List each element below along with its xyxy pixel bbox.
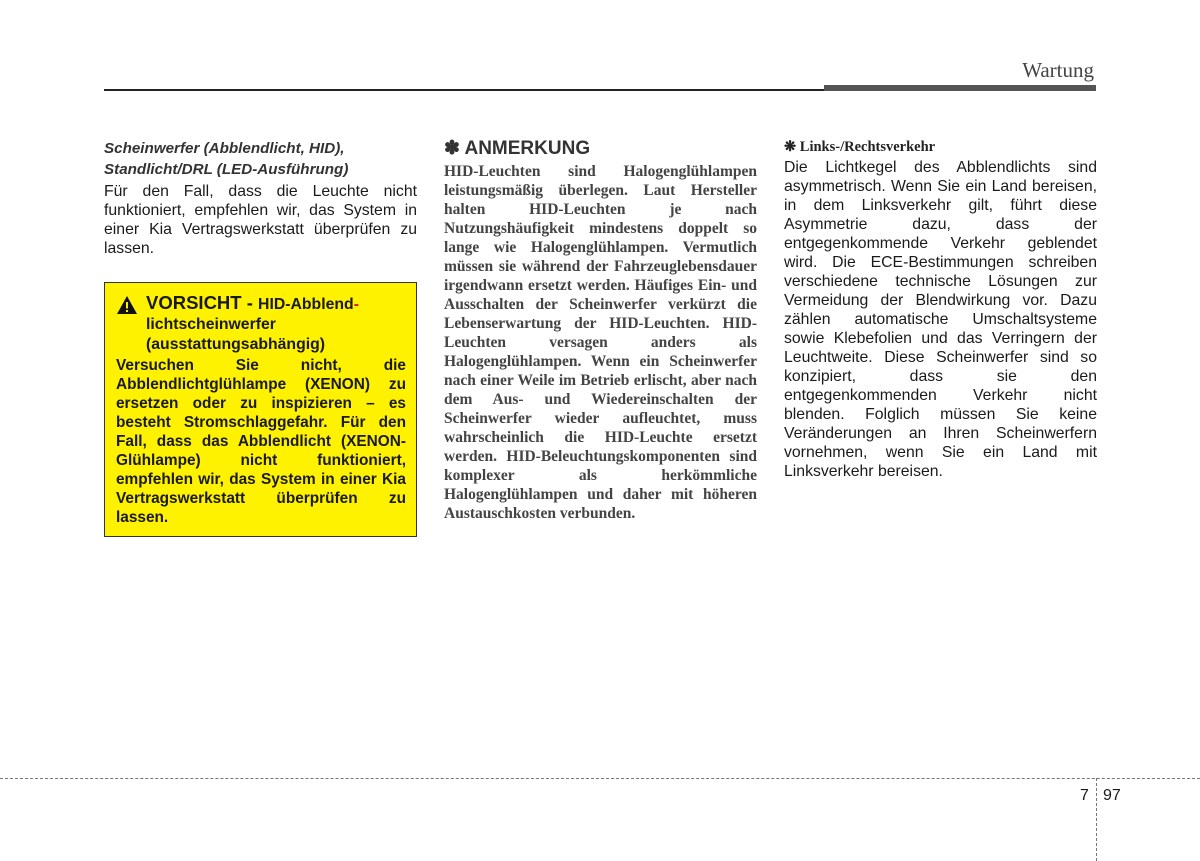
caution-label: VORSICHT - [146, 292, 259, 313]
section-heading-line2: Standlicht/DRL (LED-Ausführung) [104, 161, 349, 178]
middle-column [444, 138, 757, 523]
caution-title [146, 293, 359, 355]
caution-box [104, 282, 417, 537]
header-rule-thin [104, 89, 824, 91]
caution-title-part3: (ausstattungsabhängig) [146, 336, 326, 353]
section-heading-line1: Scheinwerfer (Abblendlicht, HID), [104, 140, 345, 157]
traffic-heading: ❋ Links-/Rechtsverkehr [784, 139, 936, 155]
right-column [784, 138, 1097, 481]
warning-triangle-icon [116, 295, 138, 315]
section-body: Für den Fall, dass die Leuchte nicht funktioniert, empfehlen wir, das System in einer Kia Vertragswerkstatt überprüfen zu lassen. [104, 183, 417, 257]
caution-title-part2: lichtscheinwerfer [146, 316, 276, 333]
page-number: 97 [1103, 787, 1121, 804]
footer-divider [0, 778, 1200, 779]
footer-vertical-divider [1096, 778, 1097, 861]
caution-title-part1: HID-Abblend [258, 296, 354, 313]
left-column [104, 138, 417, 537]
caution-text: Versuchen Sie nicht, die Abblendlichtglühlampe (XENON) zu ersetzen oder zu inspizieren – es besteht Stromschlaggefahr. Für den Fall, dass das Abblendlicht (XENON-Glühlampe) nicht funktioniert, empfehlen wir, das System in einer Kia Vertragswerkstatt überprüfen zu lassen. [116, 357, 406, 526]
note-body: HID-Leuchten sind Halogenglühlampen leistungsmäßig überlegen. Laut Hersteller halten HID-Leuchten je nach Nutzungshäufigkeit mindestens doppelt so lange wie Halogenglühlampen. Vermutlich müssen sie während der Fahrzeuglebensdauer irgendwann ersetzt werden. Häufiges Ein- und Ausschalten der Scheinwerfer verkürzt die Lebenserwartung der HID-Leuchten. HID-Leuchten versagen anders als Halogenglühlampen. Wenn ein Scheinwerfer nach einer Weile im Betrieb erlischt, aber nach dem Aus- und Wiedereinschalten der Scheinwerfer wieder aufleuchtet, muss wahrscheinlich die HID-Leuchte ersetzt werden. HID-Beleuchtungskomponenten sind komplexer als herkömmliche Halogenglühlampen und daher mit höheren Austauschkosten verbunden. [444, 163, 757, 522]
header-rule-thick [824, 85, 1096, 91]
header-title: Wartung [1022, 58, 1094, 82]
section-heading [104, 138, 417, 180]
traffic-body: Die Lichtkegel des Abblendlichts sind asymmetrisch. Wenn Sie ein Land bereisen, in dem Linksverkehr gilt, führt diese Asymmetrie dazu, dass der entgegenkommende Verkehr geblendet wird. Die ECE-Bestimmungen schreiben verschiedene technische Lösungen zur Vermeidung der Blendwirkung vor. Dazu zählen automatische Umschaltsysteme sowie Klebefolien und das Verringern der Leuchtweite. Diese Scheinwerfer sind so konzipiert, dass sie den entgegenkommenden Verkehr nicht blenden. Folglich müssen Sie keine Veränderungen an Ihren Scheinwerfern vornehmen, wenn Sie ein Land mit Linksverkehr bereisen. [784, 159, 1097, 480]
note-heading: ✽ ANMERKUNG [444, 138, 591, 159]
chapter-number: 7 [1080, 787, 1089, 804]
hyphen-mark: - [353, 296, 359, 313]
